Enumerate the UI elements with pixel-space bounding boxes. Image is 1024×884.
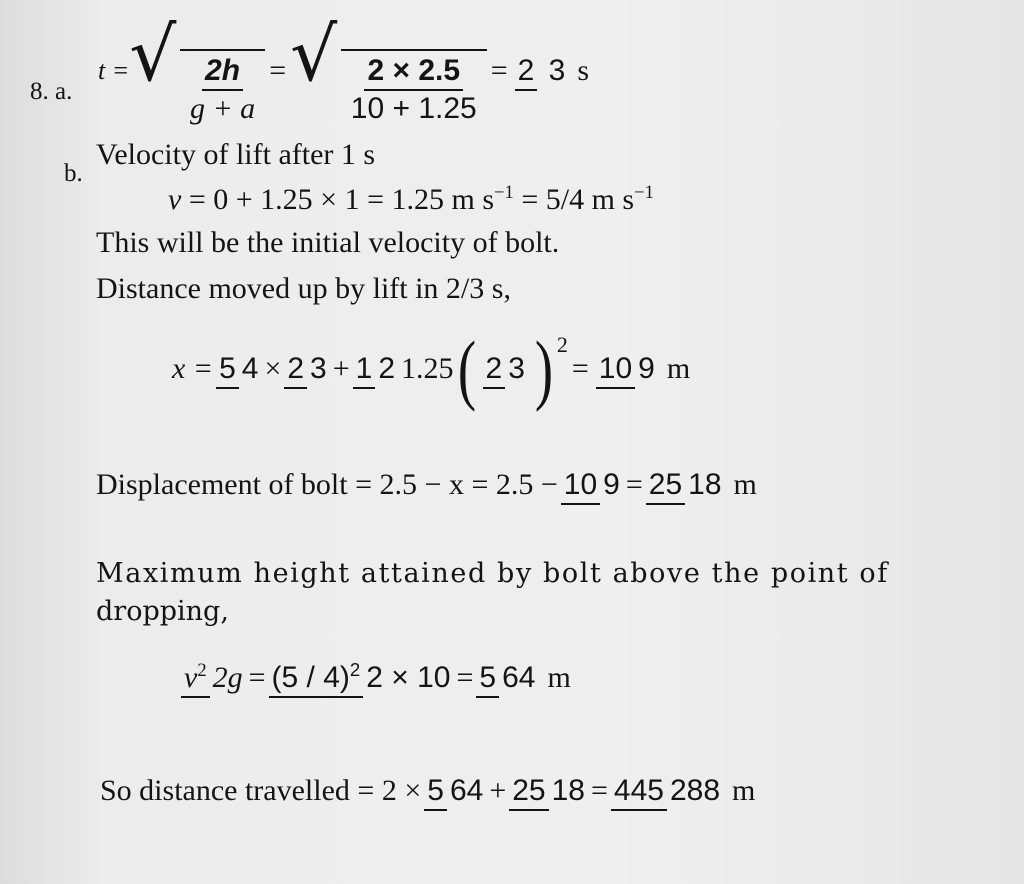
max-height-line-2: dropping, (96, 596, 229, 627)
h-f3-den: 64 (502, 660, 536, 694)
x-f5-den: 9 (638, 352, 655, 385)
h-unit: m (547, 660, 571, 694)
x-f4-den: 3 (508, 352, 525, 385)
velocity-eq-part1: = 0 + 1.25 × 1 = 1.25 m s (181, 183, 495, 216)
eq-sign-a1: = (269, 54, 287, 87)
sqrt-first (129, 12, 265, 125)
frac-2h-num: 2h (202, 55, 243, 91)
radical-sign-1: √ (129, 12, 177, 98)
h-eq2: = (456, 660, 474, 694)
distance-moved-line: Distance moved up by lift in 2/3 s, (96, 272, 511, 305)
x-coef: 1.25 (401, 352, 454, 385)
time-equation (98, 12, 590, 125)
part-a-label: 8. a. (30, 78, 73, 105)
height-equation (178, 660, 571, 695)
velocity-eq-part2: = 5/4 m s (513, 183, 635, 216)
velocity-equation: v = 0 + 1.25 × 1 = 1.25 m $s^{-1} = 5/4$ m $s^{-1}$ (168, 182, 654, 216)
h-f1-den: 2g (212, 660, 243, 694)
h-f2-num-sup: 2 (349, 659, 361, 680)
x-f2-den: 3 (310, 352, 327, 385)
h-f2-den: 2 × 10 (366, 661, 451, 694)
dist-f1-num: 5 (424, 774, 447, 811)
x-equation (172, 325, 691, 412)
x-f5-num: 10 (596, 352, 635, 389)
right-paren: ) (534, 325, 553, 412)
x-f1-den: 4 (241, 352, 259, 385)
sqrt-second (290, 12, 487, 125)
unit-seconds: s (577, 54, 590, 87)
x-square-exp: 2 (556, 332, 568, 357)
distance-equation (100, 774, 755, 808)
dist-plus: + (489, 774, 507, 807)
dist-f2-den: 18 (551, 774, 585, 807)
x-lhs: x = (172, 352, 214, 385)
h-f2-num: (5 / 4) (271, 661, 350, 694)
disp-f1-num: 10 (561, 468, 600, 505)
frac-numeric-num: 2 × 2.5 (364, 55, 463, 91)
x-times: × (264, 352, 282, 385)
velocity-heading: Velocity of lift after 1 s (96, 138, 376, 171)
frac-2-3-num: 2 (515, 54, 538, 91)
dist-f1-den: 64 (449, 774, 484, 807)
eq-sign-a2: = (490, 54, 508, 87)
part-b-label: b. (64, 160, 83, 187)
x-f3-den: 2 (378, 352, 396, 385)
frac-numeric-den: 10 + 1.25 (350, 91, 477, 125)
h-f3-num: 5 (476, 661, 499, 698)
velocity-exp2: −1 (634, 182, 654, 203)
h-eq1: = (248, 660, 266, 694)
disp-f2-num: 25 (646, 468, 685, 505)
left-paren: ( (457, 325, 476, 412)
h-f1-num: v (184, 660, 198, 694)
displacement-equation (96, 468, 757, 502)
dist-f2-num: 25 (509, 774, 548, 811)
time-lhs: t = (98, 56, 130, 85)
disp-eq-sign: = (625, 468, 643, 501)
disp-unit: m (733, 468, 757, 501)
disp-f1-den: 9 (603, 468, 620, 501)
frac-2-3-den: 3 (548, 54, 566, 87)
dist-unit: m (732, 774, 756, 807)
x-unit: m (666, 352, 691, 385)
initial-velocity-line: This will be the initial velocity of bolt. (96, 226, 560, 259)
velocity-exp1: −1 (494, 182, 514, 203)
displacement-text: Displacement of bolt = 2.5 − x = 2.5 − (96, 468, 558, 501)
dist-eq: = (591, 774, 608, 807)
x-f3-num: 1 (353, 352, 376, 389)
radical-sign-2: √ (290, 12, 338, 98)
distance-text: So distance travelled = 2 × (100, 774, 422, 807)
x-eq-sign: = (571, 352, 589, 385)
disp-f2-den: 18 (688, 468, 722, 501)
h-f1-num-sup: 2 (197, 659, 207, 681)
x-f4-num: 2 (483, 352, 506, 389)
frac-2h-den: g + a (189, 91, 256, 125)
max-height-line-1: Maximum height attained by bolt above the point of (96, 558, 889, 589)
x-f2-num: 2 (284, 352, 307, 389)
x-f1-num: 5 (216, 352, 239, 389)
dist-f3-num: 445 (611, 774, 667, 811)
dist-f3-den: 288 (669, 774, 721, 807)
x-plus: + (332, 352, 350, 385)
